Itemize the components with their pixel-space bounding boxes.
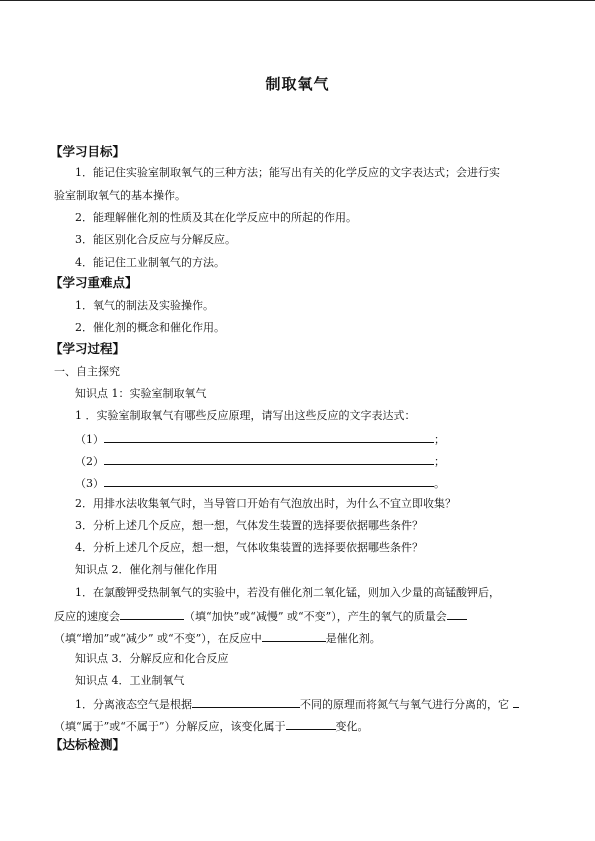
question-3: 3．分析上述几个反应，想一想，气体发生装置的选择要依据哪些条件？ — [75, 519, 423, 532]
goal-item-2: 2．能理解催化剂的性质及其在化学反应中的所起的作用。 — [75, 211, 357, 224]
answer-blank-2[interactable] — [104, 453, 434, 465]
key-point-1: 1．氧气的制法及实验操作。 — [75, 299, 214, 312]
knowledge-point-1: 知识点 1：实验室制取氧气 — [75, 387, 207, 400]
question-1: 1 ．实验室制取氧气有哪些反应原理，请写出这些反应的文字表达式： — [75, 409, 416, 422]
answer-label-2: （2） — [75, 455, 104, 468]
k4-blank-principle[interactable] — [192, 696, 300, 708]
k4-text-b1: （填“属于”或“不属于”）分解反应，该变化属于 — [54, 720, 286, 733]
k2-text-c2: 是催化剂。 — [325, 632, 381, 645]
key-point-2: 2．催化剂的概念和催化作用。 — [75, 321, 225, 334]
k2-blank-speed[interactable] — [120, 608, 184, 620]
k2-question-line-a: 1．在氯酸钾受热制氧气的实验中，若没有催化剂二氧化锰，则加入少量的高锰酸钾后， — [75, 586, 500, 599]
answer-label-3: （3） — [75, 477, 104, 490]
goal-item-4: 4．能记住工业制氧气的方法。 — [75, 256, 225, 269]
answer-blank-3[interactable] — [104, 475, 434, 487]
answer-label-1: （1） — [75, 433, 104, 446]
k2-question-line-b — [54, 608, 467, 624]
goal-item-1-cont: 验室制取氧气的基本操作。 — [54, 189, 186, 202]
k4-text-b2: 变化。 — [335, 720, 369, 733]
answer-line-1 — [75, 431, 445, 447]
goal-item-1: 1．能记住实验室制取氧气的三种方法；能写出有关的化学反应的文字表达式；会进行实 — [75, 166, 500, 179]
test-heading: 【达标检测】 — [50, 737, 126, 752]
question-2: 2．用排水法收集氧气时，当导管口开始有气泡放出时，为什么不宜立即收集？ — [75, 497, 456, 510]
knowledge-point-2: 知识点 2．催化剂与催化作用 — [75, 563, 218, 576]
answer-end-1: ； — [434, 433, 445, 446]
knowledge-point-4: 知识点 4．工业制氧气 — [75, 674, 185, 687]
knowledge-point-3: 知识点 3．分解反应和化合反应 — [75, 652, 229, 665]
answer-line-2 — [75, 453, 445, 469]
process-heading: 【学习过程】 — [50, 341, 126, 356]
k4-question-line-a — [75, 696, 519, 712]
key-points-heading: 【学习重难点】 — [50, 275, 138, 290]
part-1-title: 一、自主探究 — [54, 365, 120, 378]
answer-end-3: 。 — [434, 477, 445, 490]
answer-end-2: ； — [434, 455, 445, 468]
question-4: 4．分析上述几个反应，想一想，气体收集装置的选择要依据哪些条件？ — [75, 541, 423, 554]
k2-text-b2: （填“加快”或“减慢” 或“不变”），产生的氧气的质量会 — [184, 610, 447, 623]
goal-item-3: 3．能区别化合反应与分解反应。 — [75, 233, 236, 246]
k4-blank-change-type[interactable] — [286, 718, 336, 730]
k4-question-line-b — [54, 718, 369, 734]
k2-blank-mass[interactable] — [447, 608, 467, 620]
page-title: 制取氧气 — [265, 75, 330, 93]
k4-text-a1: 1．分离液态空气是根据 — [75, 698, 192, 711]
page-top-rule — [0, 0, 595, 1]
answer-blank-1[interactable] — [104, 431, 434, 443]
k4-blank-belongs[interactable] — [513, 696, 519, 708]
k2-text-c1: （填“增加”或“减少” 或“不变”），在反应中 — [54, 632, 262, 645]
k4-text-a2: 不同的原理而将氮气与氧气进行分离的，它 — [300, 698, 509, 711]
k2-question-line-c — [54, 630, 381, 646]
goals-heading: 【学习目标】 — [50, 144, 126, 159]
answer-line-3 — [75, 475, 445, 491]
k2-text-b1: 反应的速度会 — [54, 610, 120, 623]
k2-blank-catalyst[interactable] — [262, 630, 326, 642]
